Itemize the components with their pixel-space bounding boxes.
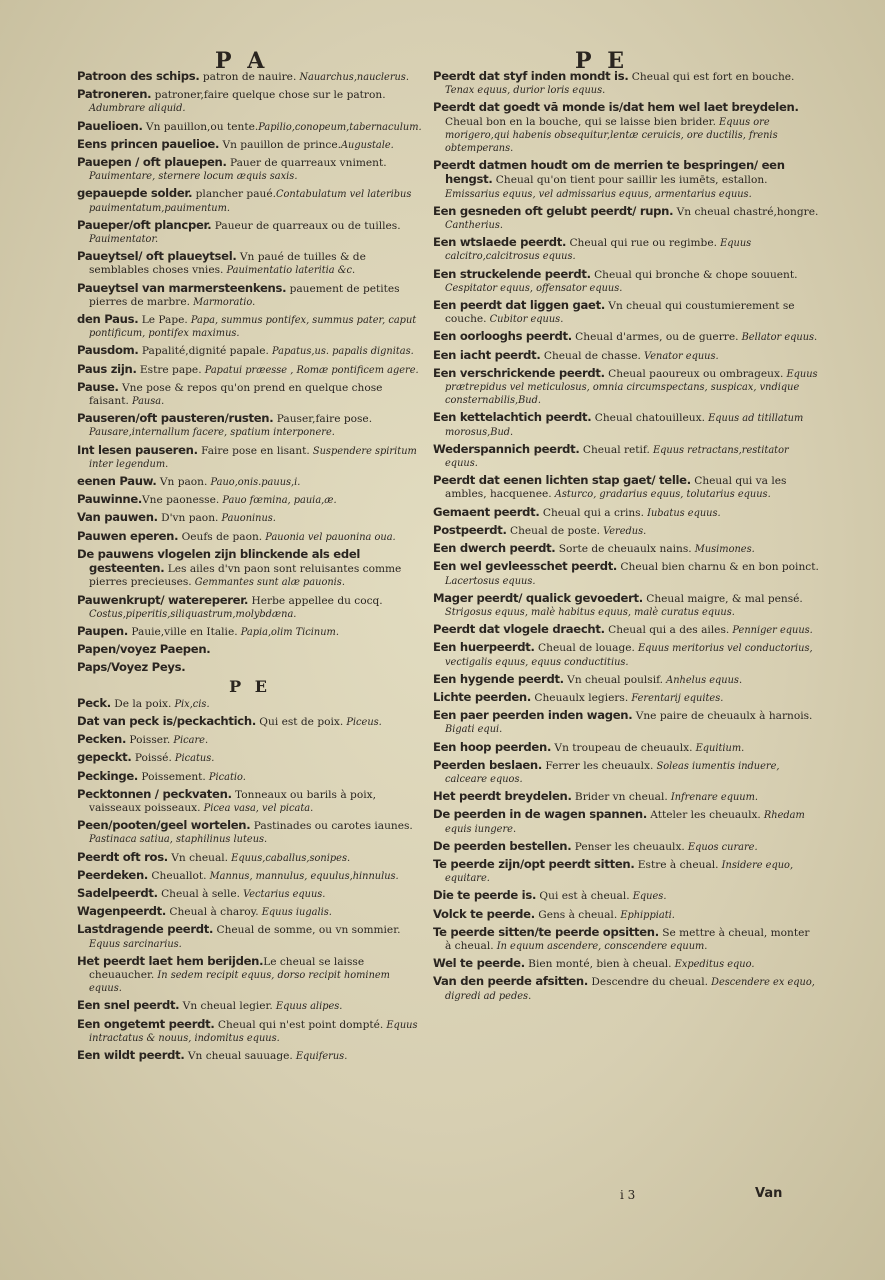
entry-french-gloss: Les ailes d'vn paon sont reluisantes comme pierres precieuses. [89, 563, 402, 589]
entry-latin-gloss: Venator equus. [640, 350, 719, 362]
entry-headword: Peerdt oft ros. [77, 849, 168, 864]
entry-headword: Patroon des schips. [77, 69, 200, 83]
entry-latin-gloss: Equus sarcinarius. [89, 938, 182, 950]
right-column [433, 70, 819, 1007]
entry-french-gloss: Vn cheual chastré,hongre. [673, 205, 819, 218]
entry-headword: Pauwen eperen. [77, 528, 179, 543]
entry-headword: Een paer peerden inden wagen. [433, 708, 633, 723]
entry-headword: Pecktonnen / peckvaten. [77, 786, 232, 801]
entry-latin-gloss: Equus alipes. [272, 1001, 343, 1013]
entry-latin-gloss: Picea vasa, vel picata. [200, 802, 314, 814]
entry-headword: Wederspannich peerdt. [433, 441, 580, 456]
dictionary-entry [433, 524, 819, 538]
entry-latin-gloss: In equum ascendere, conscendere equum. [493, 940, 708, 952]
dictionary-entry [77, 493, 423, 507]
entry-french-gloss: Pauer de quarreaux vniment. [226, 157, 387, 170]
entry-french-gloss: Se mettre à cheual, monter à cheual. [445, 926, 810, 952]
entry-latin-gloss: In sedem recipit equus, dorso recipit hominem equus. [89, 969, 390, 995]
dictionary-entry [77, 661, 423, 675]
entry-french-gloss: patroner,faire quelque chose sur le patron. [151, 89, 386, 102]
entry-headword: Mager peerdt/ qualick gevoedert. [433, 590, 643, 605]
dictionary-entry [77, 923, 423, 950]
entry-headword: Paueytsel/ oft plaueytsel. [77, 249, 237, 264]
entry-headword: Pause. [77, 379, 119, 394]
entry-french-gloss: De la poix. [110, 697, 172, 710]
dictionary-entry [433, 926, 819, 953]
dictionary-entry [433, 975, 819, 1002]
entry-latin-gloss: Papilio,conopeum,tabernaculum. [258, 121, 422, 133]
entry-french-gloss: Cheual retif. [579, 443, 650, 456]
signature-mark: i 3 [620, 1188, 636, 1202]
entry-headword: Peckinge. [77, 768, 139, 783]
dictionary-entry [433, 673, 819, 687]
dictionary-entry [77, 1018, 423, 1045]
entry-french-gloss: Vne paonesse. [142, 494, 220, 507]
dictionary-entry [77, 788, 423, 815]
entry-headword: De peerden in de wagen spannen. [433, 807, 647, 822]
entry-french-gloss: Cheual qui n'est point dompté. [214, 1018, 384, 1031]
section-subheading: P E [229, 676, 271, 696]
entry-headword: Pausdom. [77, 343, 139, 358]
dictionary-entry [77, 819, 423, 846]
entry-french-gloss: Vn cheual qui coustumierement se couche. [445, 300, 795, 326]
entry-headword: Te peerde sitten/te peerde opsitten. [433, 924, 659, 939]
entry-latin-gloss: Picatus. [171, 753, 215, 765]
dictionary-entry [433, 236, 819, 263]
entry-french-gloss: Vn troupeau de cheuaulx. [551, 741, 693, 754]
entry-french-gloss: Vn cheual. [167, 851, 229, 864]
entry-latin-gloss: Vectarius equus. [239, 888, 326, 900]
entry-headword: Peerdt dat styf inden mondt is. [433, 69, 629, 83]
entry-headword: Peck. [77, 695, 111, 710]
dictionary-entry [77, 475, 423, 489]
entry-latin-gloss: Equus,caballus,sonipes. [228, 852, 351, 864]
entry-latin-gloss: Pastinaca satiua, staphilinus luteus. [89, 834, 268, 846]
entry-french-gloss: Vn pauillon de prince. [219, 138, 341, 151]
entry-latin-gloss: Emissarius equus, vel admissarius equus, armentarius equus. [445, 188, 752, 200]
entry-headword: Peerden beslaen. [433, 757, 542, 772]
entry-french-gloss: Cheual qui rue ou regimbe. [566, 237, 717, 250]
entry-french-gloss: Cheual bien charnu & en bon poinct. [617, 561, 819, 574]
dictionary-entry [433, 691, 819, 705]
left-column [77, 70, 423, 1067]
entry-headword: Peen/pooten/geel wortelen. [77, 818, 251, 833]
entry-latin-gloss: Equus iugalis. [258, 907, 332, 919]
entry-headword: Lichte peerden. [433, 689, 531, 704]
entry-latin-gloss: Pauimentare, sternere locum æquis saxis. [89, 171, 298, 183]
entry-headword: Peerdt dat goedt vā monde is/dat hem wel laet breydelen. [433, 100, 799, 115]
entry-latin-gloss: Cubitor equus. [486, 314, 564, 326]
entry-headword: Postpeerdt. [433, 522, 507, 537]
entry-latin-gloss: Picare. [170, 735, 209, 747]
entry-latin-gloss: Pauo fœmina, pauia,æ. [219, 495, 337, 507]
entry-latin-gloss: Pauonia vel pauonina oua. [262, 531, 396, 543]
dictionary-entry [433, 159, 819, 201]
dictionary-entry [77, 88, 423, 115]
dictionary-entry [433, 268, 819, 295]
entry-latin-gloss: Papia,olim Ticinum. [237, 626, 339, 638]
entry-headword: Paueytsel van marmersteenkens. [77, 280, 287, 295]
entry-latin-gloss: Expeditus equo. [671, 959, 755, 971]
entry-headword: gepauepde solder. [77, 186, 193, 201]
entry-french-gloss: Cheual à selle. [157, 887, 240, 900]
entry-latin-gloss: Iubatus equus. [643, 507, 721, 519]
entry-headword: Een hoop peerden. [433, 739, 552, 754]
entry-latin-gloss: Pauo,onis.pauus,i. [207, 477, 301, 489]
dictionary-entry [77, 530, 423, 544]
entry-french-gloss: Vn cheual sauuage. [184, 1049, 293, 1062]
entry-headword: Een struckelende peerdt. [433, 266, 591, 281]
entry-latin-gloss: Anhelus equus. [663, 674, 743, 686]
entry-headword: Wel te peerde. [433, 956, 525, 971]
dictionary-entry [433, 623, 819, 637]
entry-latin-gloss: Equus ad titillatum morosus,Bud. [445, 413, 804, 438]
entry-french-gloss: Descendre du cheual. [588, 976, 708, 989]
dictionary-entry [77, 282, 423, 309]
entry-french-gloss: Cheual bon en la bouche, qui se laisse bien brider. [445, 115, 716, 128]
entry-headword: Een ongetemt peerdt. [77, 1016, 215, 1031]
entry-french-gloss: Atteler les cheuaulx. [646, 809, 761, 822]
dictionary-entry [77, 770, 423, 784]
entry-french-gloss: Cheual qui bronche & chope souuent. [590, 268, 798, 281]
entry-french-gloss: Le cheual se laisse cheuaucher. [89, 955, 365, 981]
entry-latin-gloss: Rhedam equis iungere. [445, 810, 805, 835]
entry-headword: Papen/voyez Paepen. [77, 642, 211, 657]
entry-headword: Een gesneden oft gelubt peerdt/ rupn. [433, 203, 674, 218]
entry-latin-gloss: Marmoratio. [189, 296, 256, 308]
entry-headword: Een dwerch peerdt. [433, 541, 556, 556]
dictionary-entry [433, 840, 819, 854]
entry-latin-gloss: Ephippiati. [617, 909, 675, 921]
entry-french-gloss: Poisser. [126, 734, 171, 747]
entry-headword: Het peerdt breydelen. [433, 789, 572, 804]
entry-french-gloss: Vn paon. [156, 476, 208, 489]
entry-french-gloss: Cheual chatouilleux. [591, 412, 705, 425]
entry-french-gloss: Estre pape. [136, 363, 202, 376]
entry-latin-gloss: Nauarchus,nauclerus. [296, 72, 409, 83]
entry-headword: Een oorlooghs peerdt. [433, 329, 572, 344]
dictionary-entry [77, 313, 423, 340]
entry-latin-gloss: Strigosus equus, malè habitus equus, malè curatus equus. [445, 606, 735, 618]
entry-french-gloss: Cheual maigre, & mal pensé. [642, 592, 803, 605]
entry-french-gloss: Cheual de chasse. [540, 349, 641, 362]
dictionary-entry [433, 411, 819, 438]
dictionary-entry [77, 219, 423, 246]
dictionary-entry [77, 363, 423, 377]
entry-french-gloss: Herbe appellee du cocq. [248, 594, 383, 607]
entry-french-gloss: Cheual de poste. [506, 524, 600, 537]
entry-french-gloss: Gens à cheual. [534, 908, 618, 921]
entry-headword: Int lesen pauseren. [77, 442, 198, 457]
dictionary-entry [433, 367, 819, 408]
entry-latin-gloss: Ferentarij equites. [628, 692, 724, 704]
right-column-header: P E [575, 48, 628, 74]
entry-latin-gloss: Equus prætrepidus vel meticulosus, omnia circumspectans, suspicax, vndique consternabilis,Bud. [445, 368, 818, 407]
entry-latin-gloss: Pix,cis. [171, 698, 210, 710]
dictionary-entry [433, 349, 819, 363]
entry-headword: Een wtslaede peerdt. [433, 235, 567, 250]
entry-headword: Sadelpeerdt. [77, 885, 158, 900]
entry-french-gloss: Oeufs de paon. [178, 530, 263, 543]
entry-latin-gloss: Papa, summus pontifex, summus pater, caput pontificum, pontifex maximus. [89, 315, 417, 340]
entry-french-gloss: Vn cheual poulsif. [563, 673, 664, 686]
entry-french-gloss: Cheual qui va les ambles, hacquenee. [445, 475, 787, 501]
entry-headword: Een huerpeerdt. [433, 640, 535, 655]
entry-french-gloss: Cheual de somme, ou vn sommier. [213, 924, 401, 937]
entry-latin-gloss: Costus,piperitis,siliquastrum,molybdæna. [89, 608, 297, 620]
entry-headword: Pauepen / oft plauepen. [77, 155, 227, 170]
entry-french-gloss: Ferrer les cheuaulx. [541, 759, 654, 772]
dictionary-entry [433, 858, 819, 885]
left-column-header: P A [215, 48, 269, 74]
dictionary-entry [433, 641, 819, 668]
entry-headword: Eens princen pauelioe. [77, 136, 220, 151]
dictionary-entry [433, 70, 819, 97]
entry-latin-gloss: Contabulatum vel lateribus pauimentatum,pauimentum. [89, 189, 412, 214]
entry-headword: Van den peerde afsitten. [433, 974, 588, 989]
entry-french-gloss: Pauser,faire pose. [273, 413, 373, 426]
entry-french-gloss: Estre à cheual. [634, 858, 719, 871]
entry-french-gloss: Poissement. [138, 770, 206, 783]
dictionary-entry [433, 957, 819, 971]
entry-latin-gloss: Adumbrare aliquid. [89, 103, 186, 115]
entry-latin-gloss: Equus intractatus & nouus, indomitus equus. [89, 1019, 418, 1044]
dictionary-entry [433, 889, 819, 903]
entry-french-gloss: patron de nauire. [199, 71, 297, 83]
entry-french-gloss: Bien monté, bien à cheual. [524, 958, 672, 971]
dictionary-entry [433, 560, 819, 587]
entry-headword: gepeckt. [77, 750, 132, 765]
entry-headword: eenen Pauw. [77, 474, 157, 489]
entry-french-gloss: Cheual à charoy. [166, 906, 259, 919]
entry-latin-gloss: Pausa. [128, 396, 165, 408]
entry-headword: Patroneren. [77, 87, 152, 102]
entry-french-gloss: D'vn paon. [157, 512, 219, 525]
entry-french-gloss: Paueur de quarreaux ou de tuilles. [211, 219, 401, 232]
dictionary-entry [77, 120, 423, 134]
catchword: Van [755, 1186, 783, 1201]
dictionary-entry [433, 709, 819, 736]
dictionary-entry [77, 999, 423, 1013]
dictionary-entry [77, 697, 423, 711]
entry-french-gloss: Cheuaulx legiers. [531, 691, 629, 704]
entry-french-gloss: Poissé. [131, 752, 172, 765]
entry-latin-gloss: Picatio. [205, 771, 246, 783]
dictionary-entry [433, 759, 819, 786]
entry-french-gloss: Cheual qui est fort en bouche. [628, 71, 795, 83]
entry-latin-gloss: Suspendere spiritum inter legendum. [89, 445, 417, 470]
entry-french-gloss: Cheual paoureux ou ombrageux. [604, 367, 784, 380]
dictionary-entry [77, 715, 423, 729]
dictionary-entry [77, 548, 423, 590]
dictionary-entry [77, 1049, 423, 1063]
entry-headword: Peerdeken. [77, 867, 149, 882]
entry-headword: Paueper/oft plancper. [77, 217, 212, 232]
dictionary-entry [433, 205, 819, 232]
entry-french-gloss: Cheual de louage. [534, 642, 635, 655]
entry-latin-gloss: Cantherius. [445, 220, 503, 232]
entry-latin-gloss: Veredus. [599, 525, 647, 537]
entry-headword: Een hygende peerdt. [433, 671, 564, 686]
entry-headword: Pauelioen. [77, 118, 143, 133]
entry-latin-gloss: Eques. [629, 891, 667, 903]
entry-headword: De pauwens vlogelen zijn blinckende als edel gesteenten. [77, 546, 361, 576]
entry-french-gloss: Pastinades ou carotes iaunes. [250, 820, 413, 833]
entry-headword: Volck te peerde. [433, 906, 535, 921]
entry-headword: Van pauwen. [77, 510, 158, 525]
dictionary-entry [433, 101, 819, 155]
entry-french-gloss: pauement de petites pierres de marbre. [89, 282, 400, 308]
entry-headword: Gemaent peerdt. [433, 504, 540, 519]
dictionary-entry [433, 299, 819, 326]
entry-headword: Peerdt dat eenen lichten stap gaet/ telle. [433, 473, 691, 488]
dictionary-entry [433, 908, 819, 922]
entry-latin-gloss: Equus meritorius vel conductorius, vectigalis equus, equus conductitius. [445, 643, 813, 668]
entry-headword: Dat van peck is/peckachtich. [77, 713, 256, 728]
entry-headword: Pauseren/oft pausteren/rusten. [77, 411, 274, 426]
entry-latin-gloss: Gemmantes sunt alæ pauonis. [191, 577, 345, 589]
entry-headword: Die te peerde is. [433, 888, 537, 903]
entry-headword: Pauwinne. [77, 492, 143, 507]
dictionary-entry [77, 869, 423, 883]
entry-french-gloss: Papalité,dignité papale. [138, 345, 269, 358]
entry-headword: Een kettelachtich peerdt. [433, 410, 592, 425]
entry-latin-gloss: Musimones. [691, 544, 755, 556]
entry-french-gloss: Qui est de poix. [255, 715, 344, 728]
entry-latin-gloss: Pausare,internallum facere, spatium interponere. [89, 427, 335, 439]
entry-headword: Een verschrickende peerdt. [433, 365, 605, 380]
entry-latin-gloss: Asturco, gradarius equus, tolutarius equus. [551, 489, 771, 501]
dictionary-entry [77, 187, 423, 214]
entry-french-gloss: Cheual qui a des ailes. [604, 624, 730, 637]
entry-headword: Paupen. [77, 623, 128, 638]
entry-headword: Paus zijn. [77, 361, 137, 376]
entry-french-gloss: Tonneaux ou barils à poix, vaisseaux poisseaux. [89, 788, 376, 814]
entry-latin-gloss: Lacertosus equus. [445, 575, 536, 587]
dictionary-entry [433, 330, 819, 344]
entry-headword: Een wel gevleesschet peerdt. [433, 559, 618, 574]
entry-french-gloss: Vn paué de tuilles & de semblables choses vnies. [89, 251, 366, 277]
entry-latin-gloss: Soleas iumentis induere, calceare equos. [445, 760, 780, 785]
entry-headword: Pauwenkrupt/ watereperer. [77, 592, 249, 607]
entry-headword: Een wildt peerdt. [77, 1047, 185, 1062]
dictionary-entry [77, 905, 423, 919]
entry-latin-gloss: Equiferus. [292, 1050, 348, 1062]
dictionary-entry [77, 625, 423, 639]
entry-latin-gloss: Penniger equus. [729, 625, 813, 637]
dictionary-entry [77, 733, 423, 747]
entry-french-gloss: Vne paire de cheuaulx à harnois. [632, 710, 813, 723]
dictionary-entry [433, 592, 819, 619]
dictionary-entry [77, 250, 423, 277]
dictionary-entry [77, 594, 423, 621]
entry-headword: Peerdt datmen houdt om de merrien te bespringen/ een hengst. [433, 158, 785, 187]
entry-latin-gloss: Pauimentator. [89, 234, 159, 246]
entry-latin-gloss: Bellator equus. [738, 332, 818, 344]
dictionary-entry [77, 751, 423, 765]
entry-headword: Lastdragende peerdt. [77, 922, 214, 937]
entry-latin-gloss: Augustale. [340, 139, 394, 151]
entry-latin-gloss: Pauoninus. [218, 513, 276, 525]
entry-headword: Het peerdt laet hem berijden. [77, 953, 264, 968]
entry-french-gloss: Vne pose & repos qu'on prend en quelque chose faisant. [89, 381, 383, 408]
entry-french-gloss: Vn pauillon,ou tente. [142, 120, 259, 133]
entry-headword: Een peerdt dat liggen gaet. [433, 298, 605, 313]
entry-latin-gloss: Equus ore morigero,qui habenis obsequitur,lentæ ceruicis, ore ductilis, frenis obtemperans. [445, 116, 778, 155]
entry-latin-gloss: Piceus. [343, 716, 382, 728]
entry-latin-gloss: Equos curare. [684, 841, 758, 853]
dictionary-entry [433, 741, 819, 755]
entry-headword: Peerdt dat vlogele draecht. [433, 622, 605, 637]
entry-headword: Een snel peerdt. [77, 998, 180, 1013]
entry-headword: den Paus. [77, 312, 139, 327]
entry-headword: Wagenpeerdt. [77, 904, 167, 919]
dictionary-entry [77, 887, 423, 901]
entry-headword: Paps/Voyez Peys. [77, 660, 186, 675]
entry-latin-gloss: Insidere equo, equitare. [445, 859, 794, 885]
entry-latin-gloss: Tenax equus, durior loris equus. [445, 85, 606, 97]
entry-latin-gloss: Equus calcitro,calcitrosus equus. [445, 238, 752, 263]
entry-french-gloss: Cheual qui a crins. [539, 506, 644, 519]
entry-latin-gloss: Descendere ex equo, digredi ad pedes. [445, 977, 815, 1002]
entry-french-gloss: Vn cheual legier. [179, 1000, 273, 1013]
entry-latin-gloss: Infrenare equum. [667, 792, 758, 804]
dictionary-entry [77, 643, 423, 657]
entry-headword: De peerden bestellen. [433, 838, 572, 853]
entry-french-gloss: Cheuallot. [148, 869, 207, 882]
entry-latin-gloss: Pauimentatio lateritia &c. [223, 265, 356, 277]
entry-french-gloss: Pauie,ville en Italie. [127, 625, 238, 638]
entry-french-gloss: Cheual d'armes, ou de guerre. [571, 331, 739, 344]
entry-french-gloss: Faire pose en lisant. [197, 444, 310, 457]
dictionary-entry [77, 955, 423, 996]
entry-french-gloss: Brider vn cheual. [571, 791, 668, 804]
entry-french-gloss: Sorte de cheuaulx nains. [555, 543, 692, 556]
dictionary-entry [77, 444, 423, 471]
entry-latin-gloss: Papatus,us. papalis dignitas. [268, 346, 414, 358]
dictionary-entry [77, 70, 423, 84]
entry-french-gloss: Penser les cheuaulx. [571, 840, 685, 853]
dictionary-entry [77, 511, 423, 525]
entry-latin-gloss: Cespitator equus, offensator equus. [445, 282, 623, 294]
entry-french-gloss: plancher paué. [192, 188, 276, 201]
entry-latin-gloss: Equitium. [692, 742, 745, 754]
dictionary-entry [433, 506, 819, 520]
dictionary-entry [77, 344, 423, 358]
entry-headword: Een iacht peerdt. [433, 347, 541, 362]
dictionary-entry [433, 443, 819, 470]
dictionary-entry [433, 808, 819, 835]
entry-french-gloss: Cheual qu'on tient pour saillir les iumēts, estallon. [492, 174, 768, 187]
entry-latin-gloss: Equus retractans,restitator equus. [445, 444, 789, 470]
entry-headword: Pecken. [77, 732, 127, 747]
dictionary-entry [77, 412, 423, 439]
entry-headword: Te peerde zijn/opt peerdt sitten. [433, 856, 635, 871]
entry-latin-gloss: Bigati equi. [445, 724, 503, 736]
dictionary-entry [77, 138, 423, 152]
dictionary-entry [77, 381, 423, 408]
entry-latin-gloss: Papatui præesse , Romæ pontificem agere. [201, 364, 419, 376]
dictionary-entry [433, 790, 819, 804]
entry-french-gloss: Le Pape. [138, 314, 188, 327]
dictionary-entry [433, 542, 819, 556]
entry-french-gloss: Qui est à cheual. [536, 890, 630, 903]
dictionary-entry [77, 156, 423, 183]
dictionary-entry [77, 851, 423, 865]
dictionary-entry [433, 474, 819, 501]
entry-latin-gloss: Mannus, mannulus, equulus,hinnulus. [206, 870, 399, 882]
